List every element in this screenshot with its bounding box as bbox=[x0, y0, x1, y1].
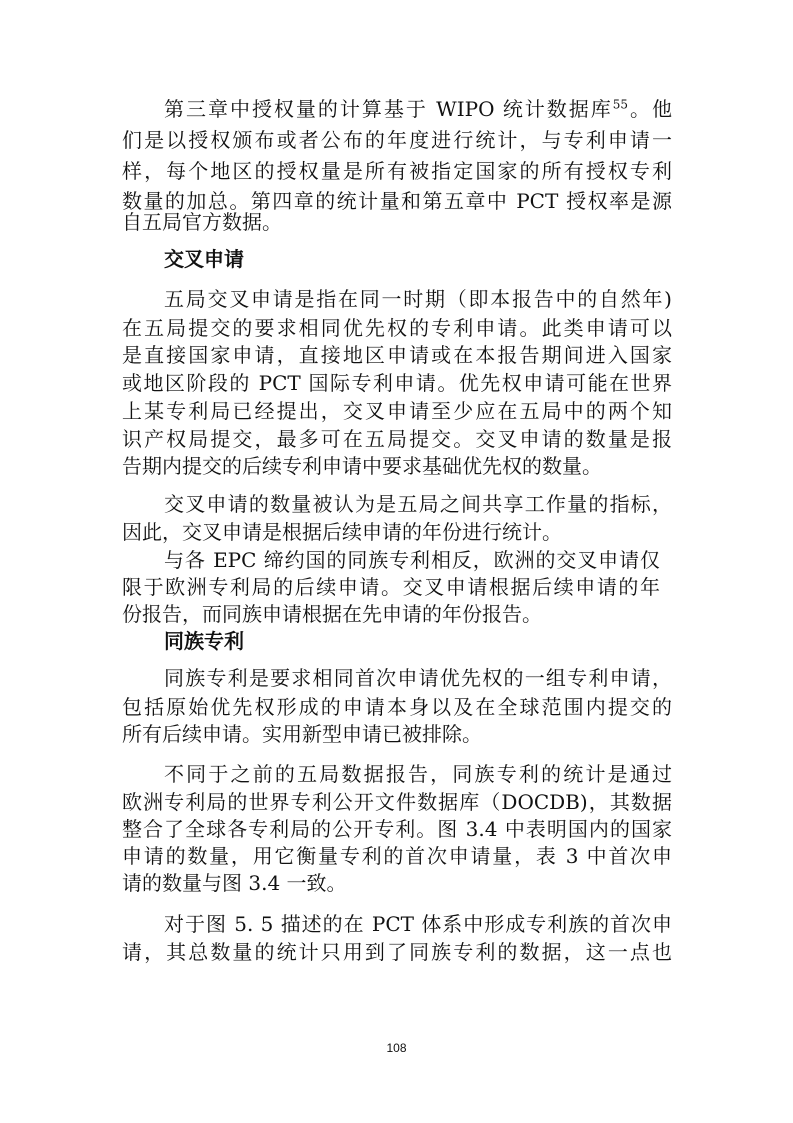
footnote-reference[interactable]: 55 bbox=[612, 97, 629, 112]
paragraph-5-line-2: 包括原始优先权形成的申请本身以及在全球范围内提交的 bbox=[122, 695, 672, 719]
paragraph-6-line-4: 申请的数量，用它衡量专利的首次申请量，表 3 中首次申 bbox=[122, 844, 672, 868]
page-number: 108 bbox=[386, 1041, 407, 1055]
section-heading-cross-filing: 交叉申请 bbox=[164, 247, 244, 271]
paragraph-6-line-2: 欧洲专利局的世界专利公开文件数据库（DOCDB)，其数据 bbox=[122, 790, 672, 814]
paragraph-1-line-4: 数量的加总。第四章的统计量和第五章中 PCT 授权率是源 bbox=[122, 189, 672, 213]
section-heading-patent-family: 同族专利 bbox=[164, 629, 244, 653]
paragraph-2-line-6: 识产权局提交，最多可在五局提交。交叉申请的数量是报 bbox=[122, 427, 672, 451]
paragraph-6-line-5: 请的数量与图 3.4 一致。 bbox=[122, 871, 347, 895]
paragraph-4-line-3: 份报告，而同族申请根据在先申请的年份报告。 bbox=[122, 602, 542, 626]
paragraph-4-line-2: 限于欧洲专利局的后续申请。交叉申请根据后续申请的年 bbox=[122, 575, 660, 599]
paragraph-2-line-3: 是直接国家申请，直接地区申请或在本报告期间进入国家 bbox=[122, 343, 672, 367]
paragraph-1-line-2: 们是以授权颁布或者公布的年度进行统计，与专利申请一 bbox=[122, 128, 672, 152]
paragraph-1-line-5: 自五局官方数据。 bbox=[122, 210, 282, 234]
paragraph-6-line-3: 整合了全球各专利局的公开专利。图 3.4 中表明国内的国家 bbox=[122, 817, 672, 841]
paragraph-2-line-1: 五局交叉申请是指在同一时期（即本报告中的自然年) bbox=[164, 287, 672, 311]
paragraph-7-line-1: 对于图 5. 5 描述的在 PCT 体系中形成专利族的首次申 bbox=[164, 912, 672, 936]
paragraph-2-line-2: 在五局提交的要求相同优先权的专利申请。此类申请可以 bbox=[122, 316, 672, 340]
paragraph-2-line-4: 或地区阶段的 PCT 国际专利申请。优先权申请可能在世界 bbox=[122, 371, 672, 395]
paragraph-5-line-1: 同族专利是要求相同首次申请优先权的一组专利申请， bbox=[164, 666, 672, 690]
paragraph-4-line-1: 与各 EPC 缔约国的同族专利相反，欧洲的交叉申请仅 bbox=[164, 548, 660, 572]
paragraph-7-line-2: 请，其总数量的统计只用到了同族专利的数据，这一点也 bbox=[122, 940, 672, 964]
paragraph-6-line-1: 不同于之前的五局数据报告，同族专利的统计是通过 bbox=[164, 762, 672, 786]
paragraph-1-line-1: 第三章中授权量的计算基于 WIPO 统计数据库$^{55}$。他 bbox=[164, 97, 673, 121]
paragraph-2-line-7: 告期内提交的后续专利申请中要求基础优先权的数量。 bbox=[122, 454, 602, 478]
paragraph-5-line-3: 所有后续申请。实用新型申请已被排除。 bbox=[122, 722, 482, 746]
paragraph-3-line-2: 因此，交叉申请是根据后续申请的年份进行统计。 bbox=[122, 520, 562, 544]
paragraph-1-line-3: 样，每个地区的授权量是所有被指定国家的所有授权专利 bbox=[122, 159, 672, 183]
paragraph-2-line-5: 上某专利局已经提出，交叉申请至少应在五局中的两个知 bbox=[122, 399, 672, 423]
paragraph-3-line-1: 交叉申请的数量被认为是五局之间共享工作量的指标， bbox=[164, 492, 672, 516]
